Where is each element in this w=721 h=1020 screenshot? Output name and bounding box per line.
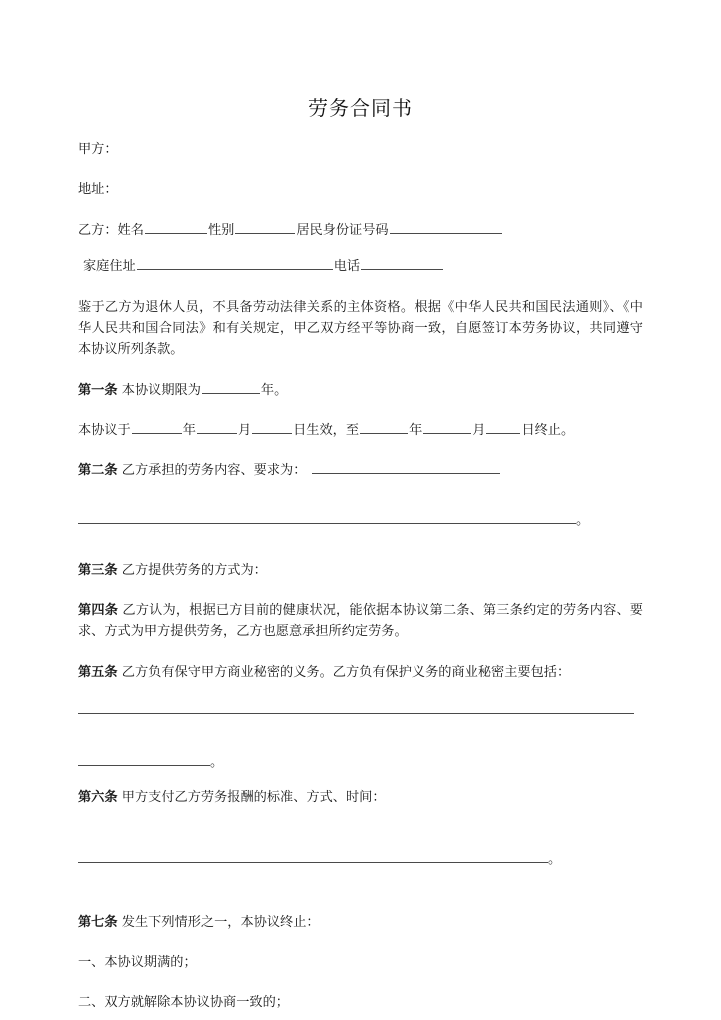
start-month-unit: 月 bbox=[237, 423, 252, 438]
spacer bbox=[78, 361, 643, 380]
article-2 bbox=[78, 460, 643, 481]
spacer bbox=[78, 201, 643, 220]
name-blank[interactable] bbox=[145, 220, 207, 234]
phone-blank[interactable] bbox=[361, 257, 443, 271]
spacer bbox=[78, 121, 643, 139]
article-1 bbox=[78, 380, 643, 401]
termination-item-2: 二、双方就解除本协议协商一致的； bbox=[78, 995, 289, 1011]
id-label: 居民身份证号码 bbox=[296, 222, 389, 238]
gender-label: 性别 bbox=[207, 222, 235, 238]
trade-secret-blank-2[interactable] bbox=[78, 752, 210, 766]
start-year-unit: 年 bbox=[182, 423, 196, 438]
article-6-label: 第六条 bbox=[78, 789, 118, 805]
preamble-paragraph: 鉴于乙方为退休人员，不具备劳动法律关系的主体资格。根据《中华人民共和国民法通则》、《中华人民共和国合同法》和有关规定，甲乙双方经平等协商一致，自愿签订本劳务协议，共同遵守本协议所列条款。 bbox=[78, 299, 643, 358]
spacer bbox=[78, 683, 643, 687]
term-years-blank[interactable] bbox=[202, 380, 260, 394]
party-a-label: 甲方： bbox=[78, 142, 118, 157]
article-2-text: 乙方承担的劳务内容、要求为： bbox=[121, 463, 307, 479]
article-2-continuation bbox=[78, 510, 643, 531]
article-6-period: 。 bbox=[548, 852, 562, 868]
end-year-unit: 年 bbox=[409, 423, 423, 438]
end-day-blank[interactable] bbox=[486, 420, 520, 434]
address-label: 地址： bbox=[78, 182, 118, 198]
service-content-blank[interactable] bbox=[312, 461, 500, 475]
article-6 bbox=[78, 787, 643, 808]
article-1-label: 第一条 bbox=[78, 382, 118, 398]
spacer bbox=[78, 827, 643, 836]
article-3 bbox=[78, 560, 643, 581]
date-middle: 日生效，至 bbox=[293, 423, 360, 438]
article-4-label: 第四条 bbox=[78, 602, 119, 618]
spacer bbox=[78, 643, 643, 662]
article-7-text: 发生下列情形之一，本协议终止： bbox=[121, 914, 320, 930]
spacer bbox=[78, 735, 643, 739]
article-5-period: 。 bbox=[210, 754, 224, 770]
remuneration-blank[interactable] bbox=[78, 850, 548, 864]
article-5-text: 乙方负有保守甲方商业秘密的义务。乙方负有保护义务的商业秘密主要包括： bbox=[121, 664, 571, 680]
end-month-unit: 月 bbox=[472, 423, 486, 438]
article-4 bbox=[78, 600, 643, 643]
end-year-blank[interactable] bbox=[360, 420, 408, 434]
spacer bbox=[78, 401, 643, 420]
article-3-label: 第三条 bbox=[78, 562, 118, 578]
article-7 bbox=[78, 912, 643, 933]
id-number-blank[interactable] bbox=[390, 220, 502, 234]
start-day-blank[interactable] bbox=[252, 420, 292, 434]
party-b-prefix: 乙方：姓名 bbox=[78, 222, 144, 238]
home-address-line bbox=[78, 256, 643, 277]
document-body bbox=[78, 0, 643, 1014]
article-3-text: 乙方提供劳务的方式为： bbox=[121, 562, 267, 578]
article-5-label: 第五条 bbox=[78, 664, 118, 680]
article-6-continuation bbox=[78, 849, 643, 870]
trade-secret-blank-1[interactable] bbox=[78, 701, 634, 715]
home-address-blank[interactable] bbox=[137, 257, 333, 271]
spacer bbox=[78, 808, 643, 827]
party-b-line bbox=[78, 220, 643, 241]
spacer bbox=[78, 278, 643, 297]
date-prefix: 本协议于 bbox=[78, 423, 131, 438]
spacer bbox=[78, 933, 643, 952]
home-address-prefix: 家庭住址 bbox=[83, 259, 136, 275]
article-1-suffix: 年。 bbox=[260, 382, 288, 398]
start-year-blank[interactable] bbox=[132, 420, 182, 434]
spacer bbox=[78, 581, 643, 600]
spacer bbox=[78, 973, 643, 992]
phone-label: 电话 bbox=[333, 259, 361, 275]
article-2-period: 。 bbox=[576, 512, 590, 528]
service-content-blank-2[interactable] bbox=[78, 510, 576, 524]
date-suffix: 日终止。 bbox=[521, 423, 575, 438]
article-1-text: 本协议期限为 bbox=[121, 382, 201, 398]
article-6-text: 甲方支付乙方劳务报酬的标准、方式、时间： bbox=[121, 789, 386, 805]
page-title: 劳务合同书 bbox=[308, 96, 413, 120]
spacer bbox=[78, 241, 643, 256]
article-2-label: 第二条 bbox=[78, 463, 118, 479]
article-7-label: 第七条 bbox=[78, 914, 118, 930]
spacer bbox=[78, 884, 643, 903]
gender-blank[interactable] bbox=[235, 220, 295, 234]
end-month-blank[interactable] bbox=[423, 420, 471, 434]
spacer bbox=[78, 903, 643, 912]
termination-item-1: 一、本协议期满的； bbox=[78, 955, 197, 970]
article-5 bbox=[78, 662, 643, 683]
article-5-continuation-1 bbox=[78, 700, 643, 721]
spacer bbox=[78, 482, 643, 497]
article-5-continuation-2 bbox=[78, 752, 643, 773]
spacer bbox=[78, 441, 643, 460]
spacer bbox=[78, 160, 643, 179]
spacer bbox=[78, 545, 643, 560]
effective-date-line bbox=[78, 420, 643, 441]
article-4-text: 乙方认为，根据已方目前的健康状况，能依据本协议第二条、第三条约定的劳务内容、要求、方式为甲方提供劳务，乙方也愿意承担所约定劳务。 bbox=[78, 602, 643, 640]
start-month-blank[interactable] bbox=[197, 420, 237, 434]
